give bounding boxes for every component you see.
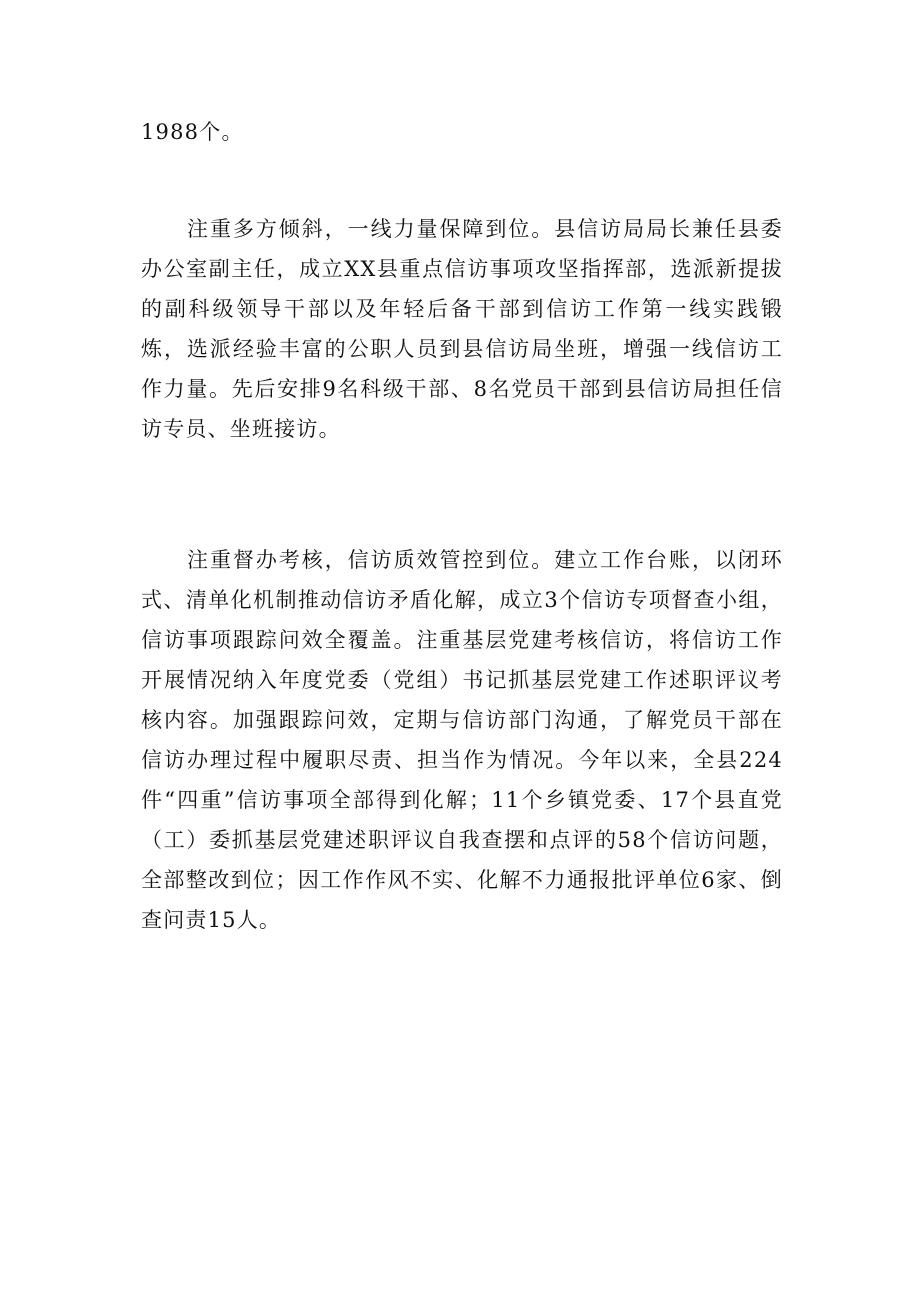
paragraph-supervision-assessment: 注重督办考核，信访质效管控到位。建立工作台账，以闭环式、清单化机制推动信访矛盾化解，成立3个信访专项督查小组，信访事项跟踪问效全覆盖。注重基层党建考核信访，将信访工作开展情况纳入年度党委（党组）书记抓基层党建工作述职评议考核内容。加强跟踪问效，定期与信访部门沟通，了解党员干部在信访办理过程中履职尽责、担当作为情况。今年以来，全县224件“四重”信访事项全部得到化解；11个乡镇党委、17个县直党（工）委抓基层党建述职评议自我查摆和点评的58个信访问题，全部整改到位；因工作作风不实、化解不力通报批评单位6家、倒查问责15人。	[141, 548, 783, 932]
paragraph-continuation: 1988个。	[141, 120, 244, 144]
paragraph-frontline-staffing: 注重多方倾斜，一线力量保障到位。县信访局局长兼任县委办公室副主任，成立XX县重点信访事项攻坚指挥部，选派新提拔的副科级领导干部以及年轻后备干部到信访工作第一线实践锻炼，选派经验丰富的公职人员到县信访局坐班，增强一线信访工作力量。先后安排9名科级干部、8名党员干部到县信访局担任信访专员、坐班接访。	[141, 217, 783, 441]
